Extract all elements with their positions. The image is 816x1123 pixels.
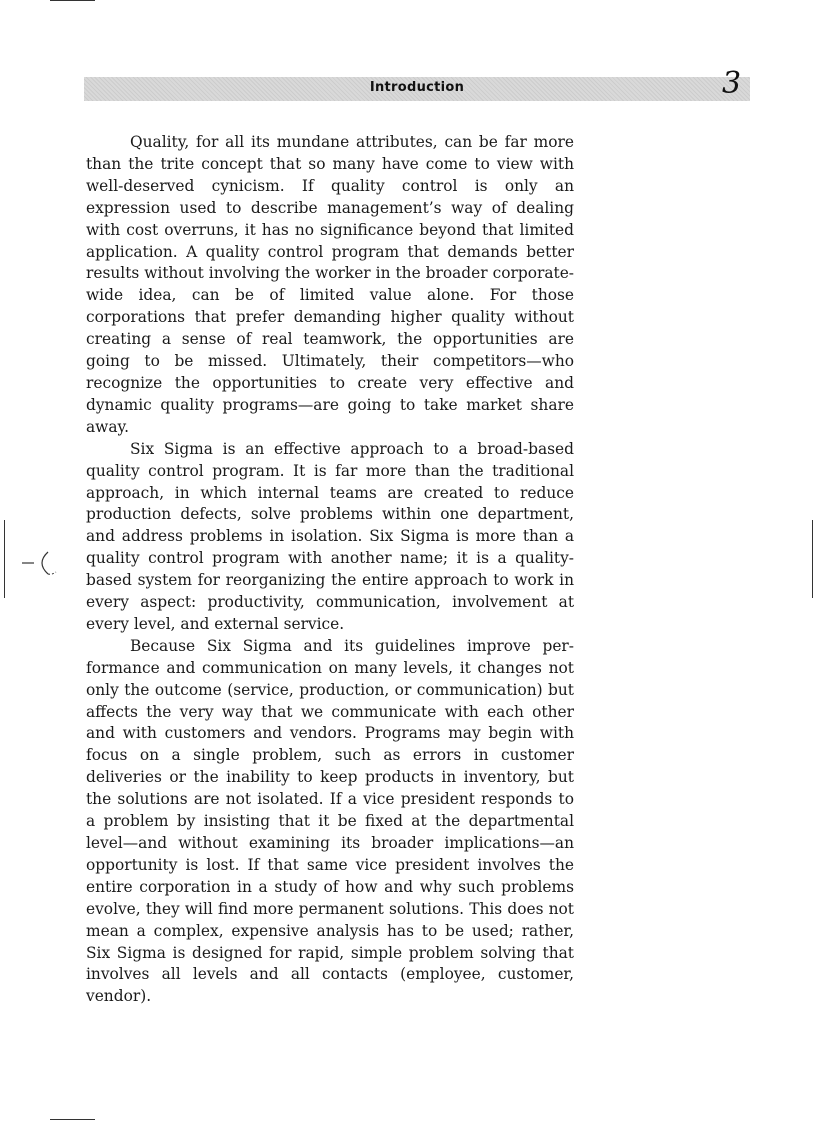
crop-mark-bottom <box>50 1119 95 1120</box>
body-text <box>86 132 574 1008</box>
margin-bracket-mark <box>22 550 62 576</box>
running-head-band <box>84 77 750 101</box>
crop-mark-left <box>4 520 5 598</box>
paragraph-six-sigma: Six Sigma is an effective approach to a broad-based quality control program. It is far more than the traditional approach, in which internal teams are created to reduce production defects, solve problems within one department, and address problems in isolation. Six Sigma is more than a quality control program with another name; it is a quality-based system for reorganizing the entire approach to work in every aspect: productivity, communication, involvement at every level, and external service. <box>86 439 574 633</box>
page-number: 3 <box>722 66 742 101</box>
running-head: Introduction <box>369 80 465 95</box>
crop-mark-right <box>812 520 813 598</box>
paragraph-quality: Quality, for all its mundane attributes, can be far more than the trite concept that so many have come to view with well-deserved cynicism. If quality control is only an expression used to describe management’s way of dealing with cost overruns, it has no significance beyond that limited application. A quality control program that demands better results without involving the worker in the broader corporate-wide idea, can be of limited value alone. For those corporations that prefer demanding higher quality without creating a sense of real teamwork, the opportunities are going to be missed. Ultimately, their competitors—who recognize the opportunities to create very effective and dynamic quality programs—are going to take market share away. <box>86 133 574 436</box>
crop-mark-top <box>50 0 95 1</box>
paragraph-guidelines: Because Six Sigma and its guidelines improve performance and communication on many levels, it changes not only the outcome (service, production, or communication) but affects the very way that we communicate with each other and with customers and vendors. Programs may begin with focus on a single problem, such as errors in customer deliveries or the inability to keep products in inventory, but the solutions are not isolated. If a vice president responds to a problem by insisting that it be fixed at the departmental level—and without examining its broader implications—an opportunity is lost. If that same vice president involves the entire corporation in a study of how and why such problems evolve, they will find more permanent solutions. This does not mean a complex, expensive analysis has to be used; rather, Six Sigma is designed for rapid, simple problem solving that involves all levels and all contacts (employee, customer, vendor). <box>86 636 574 1006</box>
